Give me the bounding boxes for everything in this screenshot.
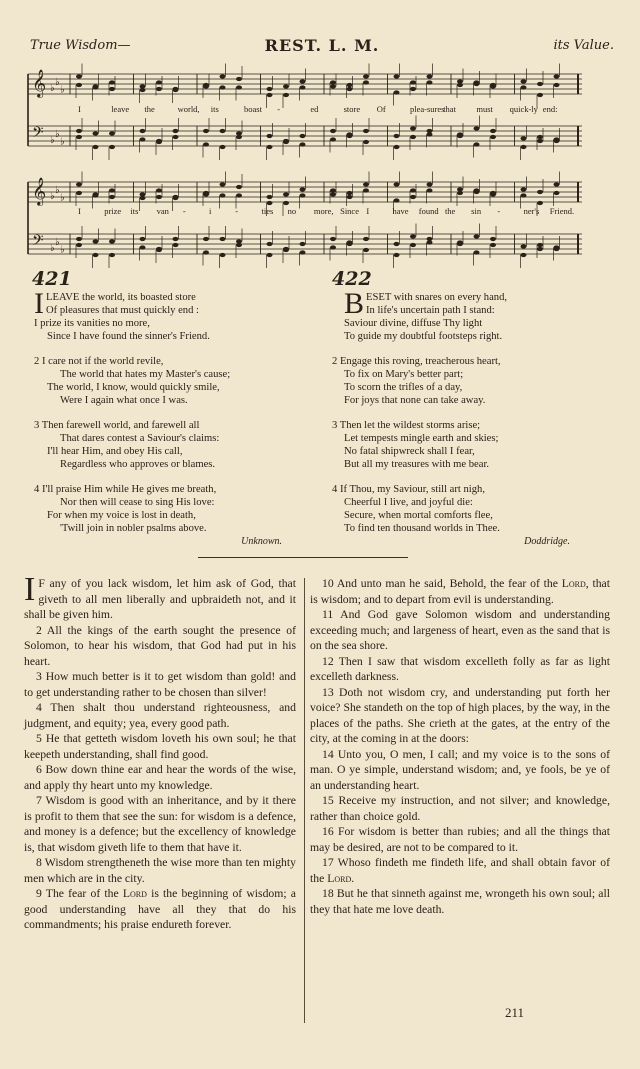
note-head: [109, 131, 115, 135]
note-head: [109, 80, 115, 84]
hymn-421-number: 421: [32, 268, 72, 290]
lyric-syllable: ties: [261, 206, 274, 216]
lyric-syllable: van: [156, 206, 169, 216]
note-head: [76, 83, 82, 87]
note-head: [76, 135, 82, 139]
note-head: [490, 237, 496, 241]
note-head: [474, 126, 480, 130]
note-head: [267, 134, 273, 138]
lyric-syllable: found: [418, 206, 439, 216]
flat-icon: ♭: [50, 243, 55, 254]
lyric-syllable: the: [444, 206, 456, 216]
note-head: [267, 242, 273, 246]
header-left: True Wisdom—: [30, 38, 131, 53]
treble-clef-icon: 𝄞: [32, 177, 47, 205]
note-head: [203, 129, 209, 133]
verse-line: In life's uncertain path I stand:: [366, 305, 495, 316]
lyric-syllable: store: [343, 104, 361, 114]
note-head: [203, 142, 209, 146]
note-head: [474, 188, 480, 192]
note-head: [203, 250, 209, 254]
running-header: [30, 38, 614, 56]
note-head: [347, 195, 353, 199]
note-head: [267, 201, 273, 205]
lyric-syllable: Since: [340, 206, 359, 216]
note-head: [554, 137, 560, 141]
note-head: [427, 74, 433, 78]
scripture-verse: 4 Then shalt thou understand righteousness, and judgment, and equity; yea, every good path.: [24, 701, 296, 730]
note-head: [521, 79, 527, 83]
hymn-422-author: Doddridge.: [524, 536, 570, 547]
note-head: [236, 135, 242, 139]
note-head: [220, 237, 226, 241]
verse-line: But all my treasures with me bear.: [344, 459, 490, 470]
note-head: [93, 253, 99, 257]
music-system-1: [26, 60, 584, 160]
note-head: [554, 182, 560, 186]
note-head: [394, 134, 400, 138]
lyric-syllable: boast: [244, 104, 262, 114]
note-head: [220, 74, 226, 78]
hymn-421-dropcap: I: [34, 287, 44, 320]
note-head: [140, 237, 146, 241]
note-head: [236, 85, 242, 89]
note-head: [283, 201, 289, 205]
note-head: [300, 187, 306, 191]
note-head: [427, 188, 433, 192]
note-head: [474, 234, 480, 238]
verse-line: The world that hates my Master's cause;: [60, 369, 231, 380]
hymn-421-stanza-1: [34, 287, 294, 343]
note-head: [109, 87, 115, 91]
lyric-syllable: i: [209, 206, 212, 216]
note-head: [220, 193, 226, 197]
verse-line: 3 Then let the wildest storms arise;: [332, 420, 481, 431]
note-head: [140, 245, 146, 249]
note-head: [283, 84, 289, 88]
note-head: [394, 198, 400, 202]
note-head: [109, 188, 115, 192]
note-head: [410, 135, 416, 139]
note-head: [76, 243, 82, 247]
lyric-syllable: no: [287, 206, 297, 216]
scripture-verse: I F any of you lack wisdom, let him ask of God, that giveth to all men liberally and upbraideth not, and it shall be given him.: [24, 571, 296, 621]
scripture-verse: 6 Bow down thine ear and hear the words of the wise, and apply thy heart unto my knowledge.: [24, 763, 296, 792]
flat-icon: ♭: [55, 128, 60, 140]
note-head: [521, 193, 527, 197]
note-head: [140, 88, 146, 92]
lyric-syllable: Friend.: [549, 206, 575, 216]
note-head: [236, 193, 242, 197]
note-head: [474, 80, 480, 84]
note-head: [220, 85, 226, 89]
note-head: [300, 250, 306, 254]
note-head: [300, 142, 306, 146]
note-head: [363, 74, 369, 78]
note-head: [76, 182, 82, 186]
verse-line: For when my voice is lost in death,: [47, 510, 196, 521]
verse-line: Saviour divine, diffuse Thy light: [344, 318, 483, 329]
scripture-verse: 15 Receive my instruction, and not silver; and knowledge, rather than choice gold.: [310, 794, 610, 823]
verse-line: 'Twill join in nobler psalms above.: [60, 523, 207, 534]
scripture-verse: 9 The fear of the Lord is the beginning of wisdom; a good understanding have all they that do his commandments; his praise endureth forever.: [24, 887, 296, 931]
verse-line: ESET with snares on every hand,: [366, 292, 508, 303]
note-head: [537, 190, 543, 194]
lyric-syllable: the: [144, 104, 155, 114]
note-head: [76, 191, 82, 195]
verse-line: Since I have found the sinner's Friend.: [47, 331, 210, 342]
note-head: [347, 83, 353, 87]
note-head: [156, 87, 162, 91]
note-head: [140, 137, 146, 141]
note-head: [203, 83, 209, 87]
flat-icon: ♭: [50, 191, 55, 202]
music-system-2: [26, 168, 584, 268]
lyric-syllable: -: [235, 206, 239, 216]
note-head: [267, 145, 273, 149]
note-head: [267, 195, 273, 199]
treble-clef-icon: 𝄞: [32, 69, 47, 97]
lyric-syllable: ed: [310, 104, 319, 114]
lyric-syllable: more,: [313, 206, 334, 216]
flat-icon: ♭: [55, 184, 60, 196]
hymn-421-author: Unknown.: [241, 536, 282, 547]
flat-icon: ♭: [55, 76, 60, 88]
lyric-syllable: Of: [376, 104, 386, 114]
note-head: [156, 195, 162, 199]
reading-right-column: [310, 576, 610, 917]
note-head: [347, 191, 353, 195]
scripture-verse: 3 How much better is it to get wisdom than gold! and to get understanding rather to be chosen than silver!: [24, 670, 296, 699]
note-head: [173, 237, 179, 241]
note-head: [427, 132, 433, 136]
note-head: [93, 239, 99, 243]
note-head: [109, 239, 115, 243]
note-head: [490, 129, 496, 133]
note-head: [457, 132, 463, 136]
note-head: [267, 87, 273, 91]
scripture-verse: 2 All the kings of the earth sought the presence of Solomon, to hear his wisdom, that God had put in his heart.: [24, 623, 296, 668]
note-head: [93, 145, 99, 149]
lyric-syllable: have: [392, 206, 409, 216]
lyric-syllable: ner's: [523, 206, 540, 216]
note-head: [554, 83, 560, 87]
hymn-422-stanza-1: [344, 287, 584, 343]
note-head: [220, 129, 226, 133]
note-head: [220, 253, 226, 257]
verse-line: Cheerful I live, and joyful die:: [344, 497, 473, 508]
note-head: [427, 80, 433, 84]
scripture-verse: 10 And unto man he said, Behold, the fear of the Lord, that is wisdom; and to depart from evil is understanding.: [310, 577, 610, 606]
scripture-verse: 12 Then I saw that wisdom excelleth folly as far as light excelleth darkness.: [310, 654, 610, 683]
verse-line: I prize its vanities no more,: [34, 318, 150, 329]
note-head: [410, 126, 416, 130]
verse-line: No fatal shipwreck shall I fear,: [344, 446, 475, 457]
verse-line: Of pleasures that must quickly end :: [46, 305, 199, 316]
verse-line: To scorn the trifles of a day,: [344, 382, 463, 393]
section-divider: [198, 557, 408, 558]
verse-line: That dares contest a Saviour's claims:: [60, 433, 220, 444]
bass-clef-icon: 𝄢: [32, 232, 44, 253]
flat-icon: ♭: [50, 135, 55, 146]
note-head: [521, 244, 527, 248]
note-head: [347, 87, 353, 91]
verse-line: Let tempests mingle earth and skies;: [344, 433, 499, 444]
verse-line: To fix on Mary's better part;: [344, 369, 464, 380]
note-head: [537, 247, 543, 251]
note-head: [330, 84, 336, 88]
note-head: [203, 237, 209, 241]
lyric-syllable: end:: [542, 104, 558, 114]
note-head: [93, 193, 99, 197]
note-head: [173, 196, 179, 200]
verse-line: 3 Then farewell world, and farewell all: [34, 420, 200, 431]
note-head: [537, 243, 543, 247]
note-head: [537, 93, 543, 97]
bass-clef-icon: 𝄢: [32, 124, 44, 145]
note-head: [521, 136, 527, 140]
note-head: [330, 192, 336, 196]
scripture-verse: 14 Unto you, O men, I call; and my voice is to the sons of man. O ye simple, understand wisdom; and, ye fools, be ye of an understanding heart.: [310, 747, 610, 792]
note-head: [300, 85, 306, 89]
note-head: [554, 74, 560, 78]
note-head: [76, 237, 82, 241]
note-head: [537, 135, 543, 139]
note-head: [490, 83, 496, 87]
verse-line: LEAVE the world, its boasted store: [46, 292, 196, 303]
lyric-syllable: plea-sures: [410, 104, 445, 114]
lyric-syllable: I: [78, 206, 81, 216]
flat-icon: ♭: [60, 84, 65, 96]
note-head: [330, 137, 336, 141]
note-head: [457, 191, 463, 195]
note-head: [140, 129, 146, 133]
note-head: [490, 135, 496, 139]
note-head: [109, 145, 115, 149]
note-head: [363, 182, 369, 186]
note-head: [363, 80, 369, 84]
lyric-syllable: must: [476, 104, 493, 114]
hymn-421-stanza-4: [34, 483, 294, 535]
verse-line: Nor then will cease to sing His love:: [60, 497, 215, 508]
note-head: [236, 243, 242, 247]
hymn-421-stanza-3: [34, 419, 294, 471]
note-head: [554, 245, 560, 249]
note-head: [93, 85, 99, 89]
hymn-422-dropcap: B: [344, 287, 365, 320]
page-number: 211: [505, 1005, 525, 1020]
note-head: [300, 134, 306, 138]
note-head: [109, 253, 115, 257]
note-head: [394, 145, 400, 149]
scripture-verse: 16 For wisdom is better than rubies; and all the things that may be desired, are not to be compared to it.: [310, 825, 610, 854]
note-head: [394, 90, 400, 94]
note-head: [156, 188, 162, 192]
lyric-syllable: I: [366, 206, 370, 216]
scripture-verse: 5 He that getteth wisdom loveth his own soul; he that keepeth understanding, shall find good.: [24, 732, 296, 761]
note-head: [347, 240, 353, 244]
note-head: [330, 188, 336, 192]
note-head: [93, 131, 99, 135]
hymn-422-stanza-4: [332, 483, 584, 535]
flat-icon: ♭: [50, 83, 55, 94]
lyric-syllable: prize: [104, 206, 122, 216]
note-head: [521, 187, 527, 191]
note-head: [537, 139, 543, 143]
note-head: [330, 129, 336, 133]
lyric-syllable: its: [130, 206, 139, 216]
note-head: [76, 74, 82, 78]
hymn-421-stanza-2: [34, 355, 294, 407]
verse-line: 2 I care not if the world revile,: [34, 356, 164, 367]
note-head: [330, 237, 336, 241]
note-head: [203, 191, 209, 195]
lyric-syllable: quick-ly: [509, 104, 538, 114]
note-head: [173, 129, 179, 133]
note-head: [109, 195, 115, 199]
note-head: [537, 82, 543, 86]
lyric-syllable: sin: [471, 206, 482, 216]
note-head: [554, 191, 560, 195]
note-head: [427, 240, 433, 244]
note-head: [410, 80, 416, 84]
tune-title: REST. L. M.: [264, 36, 380, 55]
scripture-verse: 17 Whoso findeth me findeth life, and shall obtain favor of the Lord.: [310, 856, 610, 885]
note-head: [283, 93, 289, 97]
verse-line: 2 Engage this roving, treacherous heart,: [332, 356, 501, 367]
note-head: [220, 182, 226, 186]
note-head: [490, 191, 496, 195]
note-head: [394, 182, 400, 186]
lyric-syllable: -: [277, 104, 281, 114]
note-head: [173, 88, 179, 92]
note-head: [140, 196, 146, 200]
note-head: [283, 248, 289, 252]
note-head: [363, 140, 369, 144]
scripture-verse: 18 But he that sinneth against me, wrongeth his own soul; all they that hate me love death.: [310, 887, 610, 916]
verse-line: To guide my doubtful footsteps right.: [344, 331, 503, 342]
note-head: [427, 182, 433, 186]
lyric-syllable: its: [210, 104, 219, 114]
scripture-verse: 11 And God gave Solomon wisdom and understanding exceeding much; and largeness of heart, even as the sand that is on the sea shore.: [310, 608, 610, 652]
note-head: [330, 80, 336, 84]
lyric-syllable: world,: [177, 104, 200, 114]
note-head: [283, 192, 289, 196]
note-head: [537, 201, 543, 205]
verse-line: Were I again what once I was.: [60, 395, 188, 406]
note-head: [363, 129, 369, 133]
verse-line: 4 I'll praise Him while He gives me breath,: [34, 484, 217, 495]
note-head: [410, 87, 416, 91]
note-head: [220, 145, 226, 149]
note-head: [236, 185, 242, 189]
flat-icon: ♭: [60, 244, 65, 256]
staff-system-2-svg: [26, 168, 584, 268]
note-head: [173, 135, 179, 139]
note-head: [363, 188, 369, 192]
note-head: [457, 83, 463, 87]
note-head: [394, 242, 400, 246]
flat-icon: ♭: [55, 236, 60, 248]
verse-line: To find ten thousand worlds in Thee.: [344, 523, 500, 534]
lyric-syllable: -: [182, 206, 186, 216]
staff-system-1-svg: [26, 60, 584, 160]
flat-icon: ♭: [60, 192, 65, 204]
note-head: [521, 253, 527, 257]
hymn-422: [332, 287, 584, 548]
note-head: [156, 80, 162, 84]
note-head: [410, 234, 416, 238]
hymn-422-stanza-3: [332, 419, 584, 471]
verse-line: Secure, when mortal comforts flee,: [344, 510, 493, 521]
note-head: [300, 79, 306, 83]
note-head: [490, 243, 496, 247]
reading-left-column: [24, 571, 296, 933]
note-head: [410, 188, 416, 192]
hymn-422-stanza-2: [332, 355, 584, 407]
note-head: [156, 248, 162, 252]
note-head: [283, 140, 289, 144]
note-head: [457, 240, 463, 244]
hymn-422-number: 422: [332, 268, 372, 290]
verse-line: I'll hear Him, and obey His call,: [47, 446, 183, 457]
verse-line: 4 If Thou, my Saviour, still art nigh,: [332, 484, 485, 495]
note-head: [330, 245, 336, 249]
hymn-421: [34, 287, 294, 548]
note-head: [394, 253, 400, 257]
note-head: [363, 237, 369, 241]
header-right: its Value.: [553, 38, 614, 53]
note-head: [156, 140, 162, 144]
note-head: [410, 195, 416, 199]
reading-dropcap: I: [24, 571, 36, 608]
verse-line: For joys that none can take away.: [344, 395, 486, 406]
note-head: [267, 93, 273, 97]
verse-line: The world, I know, would quickly smile,: [47, 382, 220, 393]
note-head: [394, 74, 400, 78]
note-head: [474, 250, 480, 254]
verse-line: Regardless who approves or blames.: [60, 459, 216, 470]
note-head: [347, 132, 353, 136]
note-head: [521, 145, 527, 149]
note-head: [410, 243, 416, 247]
note-head: [474, 142, 480, 146]
note-head: [236, 77, 242, 81]
lyric-syllable: -: [497, 206, 501, 216]
note-head: [363, 248, 369, 252]
scripture-verse: 7 Wisdom is good with an inheritance, and by it there is profit to them that see the sun: for wisdom is a defence, and money is a defence; but the excellency of knowledge is, that wisdom giveth life to them that have it.: [24, 794, 296, 854]
note-head: [300, 242, 306, 246]
note-head: [521, 85, 527, 89]
note-head: [300, 193, 306, 197]
lyric-syllable: leave: [111, 104, 130, 114]
note-head: [173, 243, 179, 247]
note-head: [76, 129, 82, 133]
flat-icon: ♭: [60, 136, 65, 148]
scripture-verse: 8 Wisdom strengtheneth the wise more than ten mighty men which are in the city.: [24, 856, 296, 885]
column-separator: [304, 578, 305, 1023]
note-head: [267, 253, 273, 257]
scripture-verse: 13 Doth not wisdom cry, and understanding put forth her voice? She standeth on the top of high places, by the way, in the places of the paths. She crieth at the gates, at the entry of the city, at the coming in at the doors:: [310, 685, 610, 745]
lyric-syllable: that: [443, 104, 456, 114]
lyric-syllable: I: [78, 104, 81, 114]
